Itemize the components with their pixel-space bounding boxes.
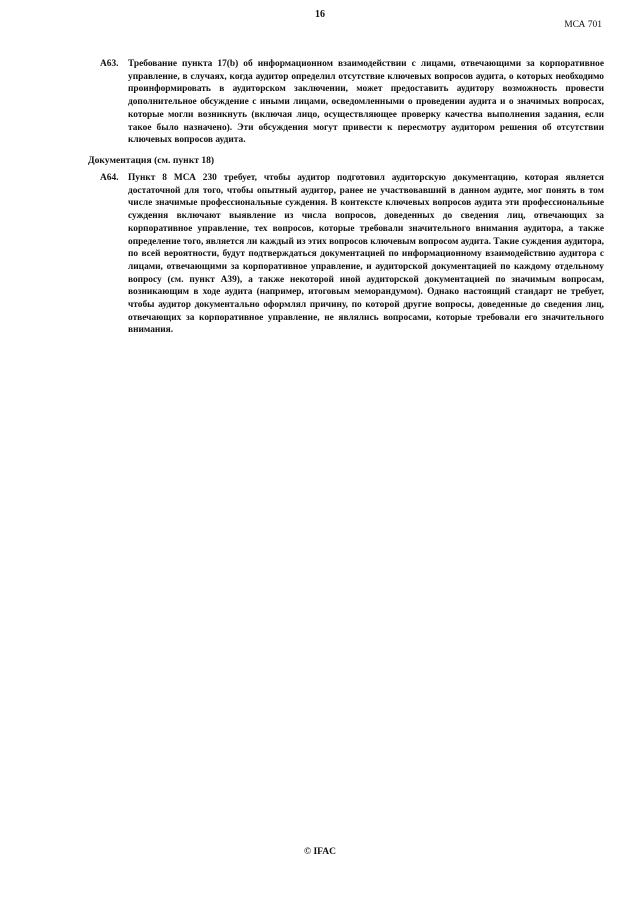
paragraph-text: Требование пункта 17(b) об информационном взаимодействии с лицами, отвечающими за корпоративное управление, в случаях, когда аудитор определил отсутствие ключевых вопросов аудита, о которых необходимо проинформировать в аудиторском заключении, может предоставить аудитору возможность провести дополнительное обсуждение с иными лицами, осведомленными о проведении аудита и о значимых вопросах, которые могли возникнуть (включая лицо, осуществляющее проверку качества выполнения задания, если такое было назначено). Эти обсуждения могут привести к пересмотру аудитором решения об отсутствии ключевых вопросов аудита. <box>128 59 604 146</box>
section-title: Документация <box>88 155 152 166</box>
paragraph-a64 <box>100 172 604 337</box>
section-reference: (см. пункт 18) <box>154 155 215 166</box>
document-code: МСА 701 <box>564 20 602 30</box>
paragraph-text: Пункт 8 МСА 230 требует, чтобы аудитор подготовил аудиторскую документацию, которая является достаточной для того, чтобы опытный аудитор, ранее не участвовавший в данном аудите, мог понять в том числе значимые профессиональные суждения. В контексте ключевых вопросов аудита эти профессиональные суждения включают выявление из числа вопросов, доведенных до сведения лиц, отвечающих за корпоративное управление, тех вопросов, которые требовали значительного внимания аудитора, а также определение того, является ли каждый из этих вопросов ключевым вопросом аудита. Такие суждения аудитора, по всей вероятности, будут подтверждаться документацией по информационному взаимодействию аудитора с лицами, отвечающими за корпоративное управление, и аудиторской документацией по каждому отдельному вопросу (см. пункт A39), а также некоторой иной аудиторской документацией по значимым вопросам, возникающим в ходе аудита (например, итоговым меморандумом). Однако настоящий стандарт не требует, чтобы аудитор документально оформлял причину, по которой другие вопросы, доведенные до сведения лиц, отвечающих за корпоративное управление, не являлись вопросами, которые требовали его значительного внимания. <box>128 173 604 336</box>
paragraph-number: A63. <box>100 59 119 69</box>
page-number: 16 <box>315 9 325 20</box>
section-heading <box>88 155 214 166</box>
footer-copyright: © IFAC <box>304 847 336 857</box>
paragraph-number: A64. <box>100 173 119 183</box>
paragraph-a63 <box>100 58 604 147</box>
